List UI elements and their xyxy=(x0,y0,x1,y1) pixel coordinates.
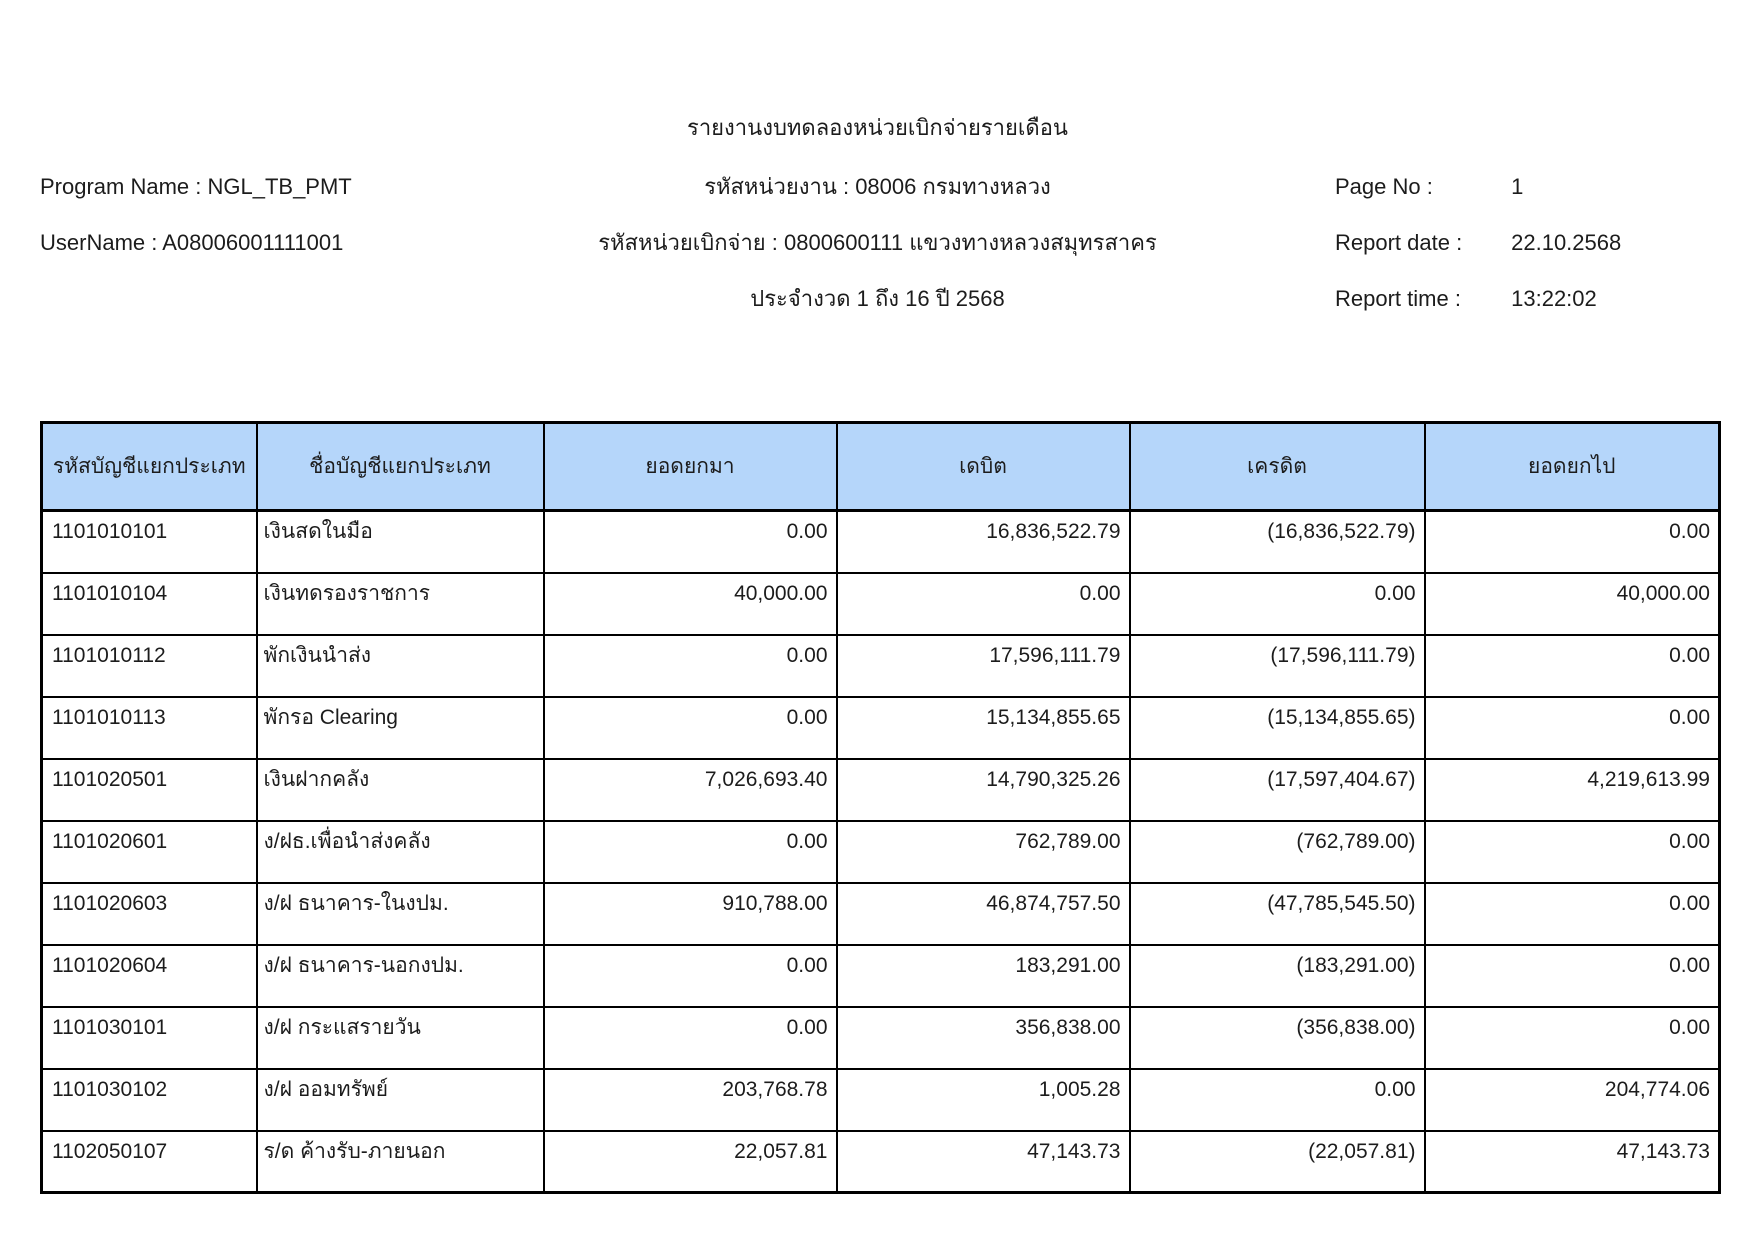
table-row xyxy=(42,1007,1720,1069)
column-header-account-name: ชื่อบัญชีแยกประเภท xyxy=(257,423,544,511)
account-code-cell: 1101010101 xyxy=(42,511,257,573)
report-time-line xyxy=(1335,284,1597,318)
debit-cell: 183,291.00 xyxy=(837,945,1130,1007)
debit-cell: 17,596,111.79 xyxy=(837,635,1130,697)
account-code-cell: 1101010113 xyxy=(42,697,257,759)
table-row xyxy=(42,511,1720,573)
closing-balance-cell: 0.00 xyxy=(1425,883,1720,945)
credit-cell: (183,291.00) xyxy=(1130,945,1425,1007)
closing-balance-cell: 4,219,613.99 xyxy=(1425,759,1720,821)
account-code-cell: 1102050107 xyxy=(42,1131,257,1193)
opening-balance-cell: 0.00 xyxy=(544,511,837,573)
table-row xyxy=(42,1131,1720,1193)
table-row xyxy=(42,945,1720,1007)
page-no-label: Page No : xyxy=(1335,174,1433,199)
account-name-cell: เงินสดในมือ xyxy=(257,511,544,573)
credit-cell: 0.00 xyxy=(1130,573,1425,635)
report-time-value: 13:22:02 xyxy=(1511,286,1597,311)
disbursement-unit-line: รหัสหน่วยเบิกจ่าย : 0800600111 แขวงทางหลวงสมุทรสาคร xyxy=(598,230,1157,255)
opening-balance-cell: 910,788.00 xyxy=(544,883,837,945)
credit-cell: 0.00 xyxy=(1130,1069,1425,1131)
report-date-label: Report date : xyxy=(1335,230,1463,255)
credit-cell: (47,785,545.50) xyxy=(1130,883,1425,945)
column-header-account-code: รหัสบัญชีแยกประเภท xyxy=(42,423,257,511)
table-row xyxy=(42,883,1720,945)
column-header-opening-balance: ยอดยกมา xyxy=(544,423,837,511)
page-no-line xyxy=(1335,172,1523,206)
debit-cell: 47,143.73 xyxy=(837,1131,1130,1193)
table-row xyxy=(42,759,1720,821)
opening-balance-cell: 0.00 xyxy=(544,1007,837,1069)
credit-cell: (17,597,404.67) xyxy=(1130,759,1425,821)
credit-cell: (16,836,522.79) xyxy=(1130,511,1425,573)
column-header-closing-balance: ยอดยกไป xyxy=(1425,423,1720,511)
opening-balance-cell: 203,768.78 xyxy=(544,1069,837,1131)
account-code-cell: 1101020601 xyxy=(42,821,257,883)
closing-balance-cell: 47,143.73 xyxy=(1425,1131,1720,1193)
table-row xyxy=(42,635,1720,697)
debit-cell: 762,789.00 xyxy=(837,821,1130,883)
account-name-cell: ง/ฝ ธนาคาร-ในงปม. xyxy=(257,883,544,945)
table-row xyxy=(42,1069,1720,1131)
report-date-line xyxy=(1335,228,1621,262)
closing-balance-cell: 0.00 xyxy=(1425,511,1720,573)
credit-cell: (15,134,855.65) xyxy=(1130,697,1425,759)
credit-cell: (762,789.00) xyxy=(1130,821,1425,883)
column-header-credit: เครดิต xyxy=(1130,423,1425,511)
account-name-cell: ง/ฝ กระแสรายวัน xyxy=(257,1007,544,1069)
closing-balance-cell: 0.00 xyxy=(1425,635,1720,697)
debit-cell: 356,838.00 xyxy=(837,1007,1130,1069)
account-name-cell: เงินฝากคลัง xyxy=(257,759,544,821)
account-name-cell: ง/ฝ ออมทรัพย์ xyxy=(257,1069,544,1131)
page-no-value: 1 xyxy=(1511,174,1524,199)
credit-cell: (17,596,111.79) xyxy=(1130,635,1425,697)
credit-cell: (356,838.00) xyxy=(1130,1007,1425,1069)
closing-balance-cell: 0.00 xyxy=(1425,945,1720,1007)
table-header-row xyxy=(42,423,1720,511)
opening-balance-cell: 0.00 xyxy=(544,635,837,697)
column-header-debit: เดบิต xyxy=(837,423,1130,511)
opening-balance-cell: 40,000.00 xyxy=(544,573,837,635)
trial-balance-table xyxy=(40,421,1721,1194)
opening-balance-cell: 0.00 xyxy=(544,945,837,1007)
account-code-cell: 1101020604 xyxy=(42,945,257,1007)
agency-code-line: รหัสหน่วยงาน : 08006 กรมทางหลวง xyxy=(704,174,1051,199)
debit-cell: 14,790,325.26 xyxy=(837,759,1130,821)
closing-balance-cell: 0.00 xyxy=(1425,1007,1720,1069)
account-code-cell: 1101010104 xyxy=(42,573,257,635)
debit-cell: 15,134,855.65 xyxy=(837,697,1130,759)
closing-balance-cell: 204,774.06 xyxy=(1425,1069,1720,1131)
closing-balance-cell: 0.00 xyxy=(1425,697,1720,759)
account-code-cell: 1101030102 xyxy=(42,1069,257,1131)
debit-cell: 0.00 xyxy=(837,573,1130,635)
account-code-cell: 1101010112 xyxy=(42,635,257,697)
closing-balance-cell: 40,000.00 xyxy=(1425,573,1720,635)
opening-balance-cell: 22,057.81 xyxy=(544,1131,837,1193)
table-body xyxy=(42,511,1720,1193)
debit-cell: 16,836,522.79 xyxy=(837,511,1130,573)
closing-balance-cell: 0.00 xyxy=(1425,821,1720,883)
period-line: ประจำงวด 1 ถึง 16 ปี 2568 xyxy=(750,286,1005,311)
account-name-cell: ง/ฝธ.เพื่อนำส่งคลัง xyxy=(257,821,544,883)
report-title: รายงานงบทดลองหน่วยเบิกจ่ายรายเดือน xyxy=(687,115,1068,140)
table-row xyxy=(42,573,1720,635)
table-row xyxy=(42,697,1720,759)
account-name-cell: พักเงินนำส่ง xyxy=(257,635,544,697)
debit-cell: 46,874,757.50 xyxy=(837,883,1130,945)
credit-cell: (22,057.81) xyxy=(1130,1131,1425,1193)
table-row xyxy=(42,821,1720,883)
account-code-cell: 1101020603 xyxy=(42,883,257,945)
username-line: UserName : A08006001111001 xyxy=(40,230,344,255)
debit-cell: 1,005.28 xyxy=(837,1069,1130,1131)
opening-balance-cell: 0.00 xyxy=(544,821,837,883)
table-head xyxy=(42,423,1720,511)
report-time-label: Report time : xyxy=(1335,286,1461,311)
opening-balance-cell: 0.00 xyxy=(544,697,837,759)
report-date-value: 22.10.2568 xyxy=(1511,230,1622,255)
account-name-cell: ร/ด ค้างรับ-ภายนอก xyxy=(257,1131,544,1193)
account-code-cell: 1101030101 xyxy=(42,1007,257,1069)
account-name-cell: พักรอ Clearing xyxy=(257,697,544,759)
program-name-line: Program Name : NGL_TB_PMT xyxy=(40,174,352,199)
opening-balance-cell: 7,026,693.40 xyxy=(544,759,837,821)
account-name-cell: เงินทดรองราชการ xyxy=(257,573,544,635)
account-name-cell: ง/ฝ ธนาคาร-นอกงปม. xyxy=(257,945,544,1007)
account-code-cell: 1101020501 xyxy=(42,759,257,821)
